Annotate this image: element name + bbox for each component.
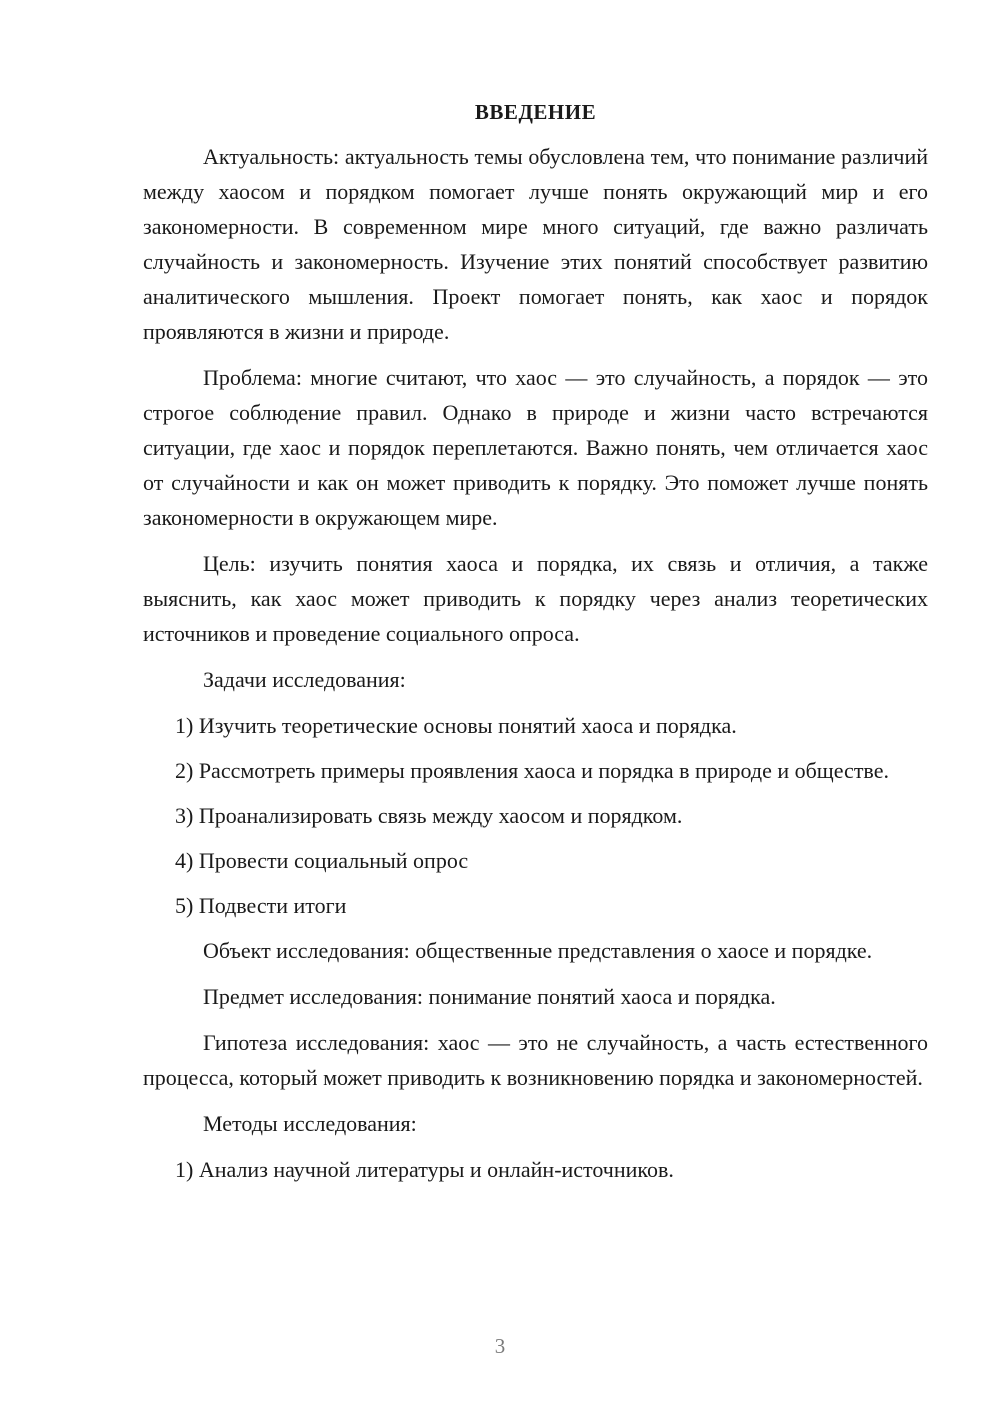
tasks-heading: Задачи исследования: [203, 667, 406, 692]
task-item: 5) Подвести итоги [175, 893, 347, 918]
task-item: 3) Проанализировать связь между хаосом и порядком. [175, 803, 683, 828]
task-item: 2) Рассмотреть примеры проявления хаоса и порядка в природе и обществе. [175, 758, 889, 783]
page-content [143, 96, 928, 1197]
goal-paragraph: Цель: изучить понятия хаоса и порядка, их связь и отличия, а также выяснить, как хаос может приводить к порядку через анализ теоретических источников и проведение социального опроса. [143, 551, 928, 646]
methods-heading: Методы исследования: [203, 1111, 417, 1136]
task-item: 1) Изучить теоретические основы понятий хаоса и порядка. [175, 713, 737, 738]
page-number: 3 [494, 1334, 506, 1358]
research-subject-paragraph: Предмет исследования: понимание понятий хаоса и порядка. [203, 984, 776, 1009]
task-item: 4) Провести социальный опрос [175, 848, 469, 873]
research-object-paragraph: Объект исследования: общественные представления о хаосе и порядке. [203, 938, 873, 963]
relevance-paragraph: Актуальность: актуальность темы обусловлена тем, что понимание различий между хаосом и порядком помогает лучше понять окружающий мир и его закономерности. В современном мире много ситуаций, где важно различать случайность и закономерность. Изучение этих понятий способствует развитию аналитического мышления. Проект помогает понять, как хаос и порядок проявляются в жизни и природе. [143, 144, 928, 344]
hypothesis-paragraph: Гипотеза исследования: хаос — это не случайность, а часть естественного процесса, который может приводить к возникновению порядка и закономерностей. [143, 1030, 928, 1090]
method-item: 1) Анализ научной литературы и онлайн-источников. [175, 1157, 674, 1182]
section-title: ВВЕДЕНИЕ [474, 100, 597, 124]
problem-paragraph: Проблема: многие считают, что хаос — это случайность, а порядок — это строгое соблюдение правил. Однако в природе и жизни часто встречаются ситуации, где хаос и порядок переплетаются. Важно понять, чем отличается хаос от случайности и как он может приводить к порядку. Это поможет лучше понять закономерности в окружающем мире. [143, 365, 928, 530]
